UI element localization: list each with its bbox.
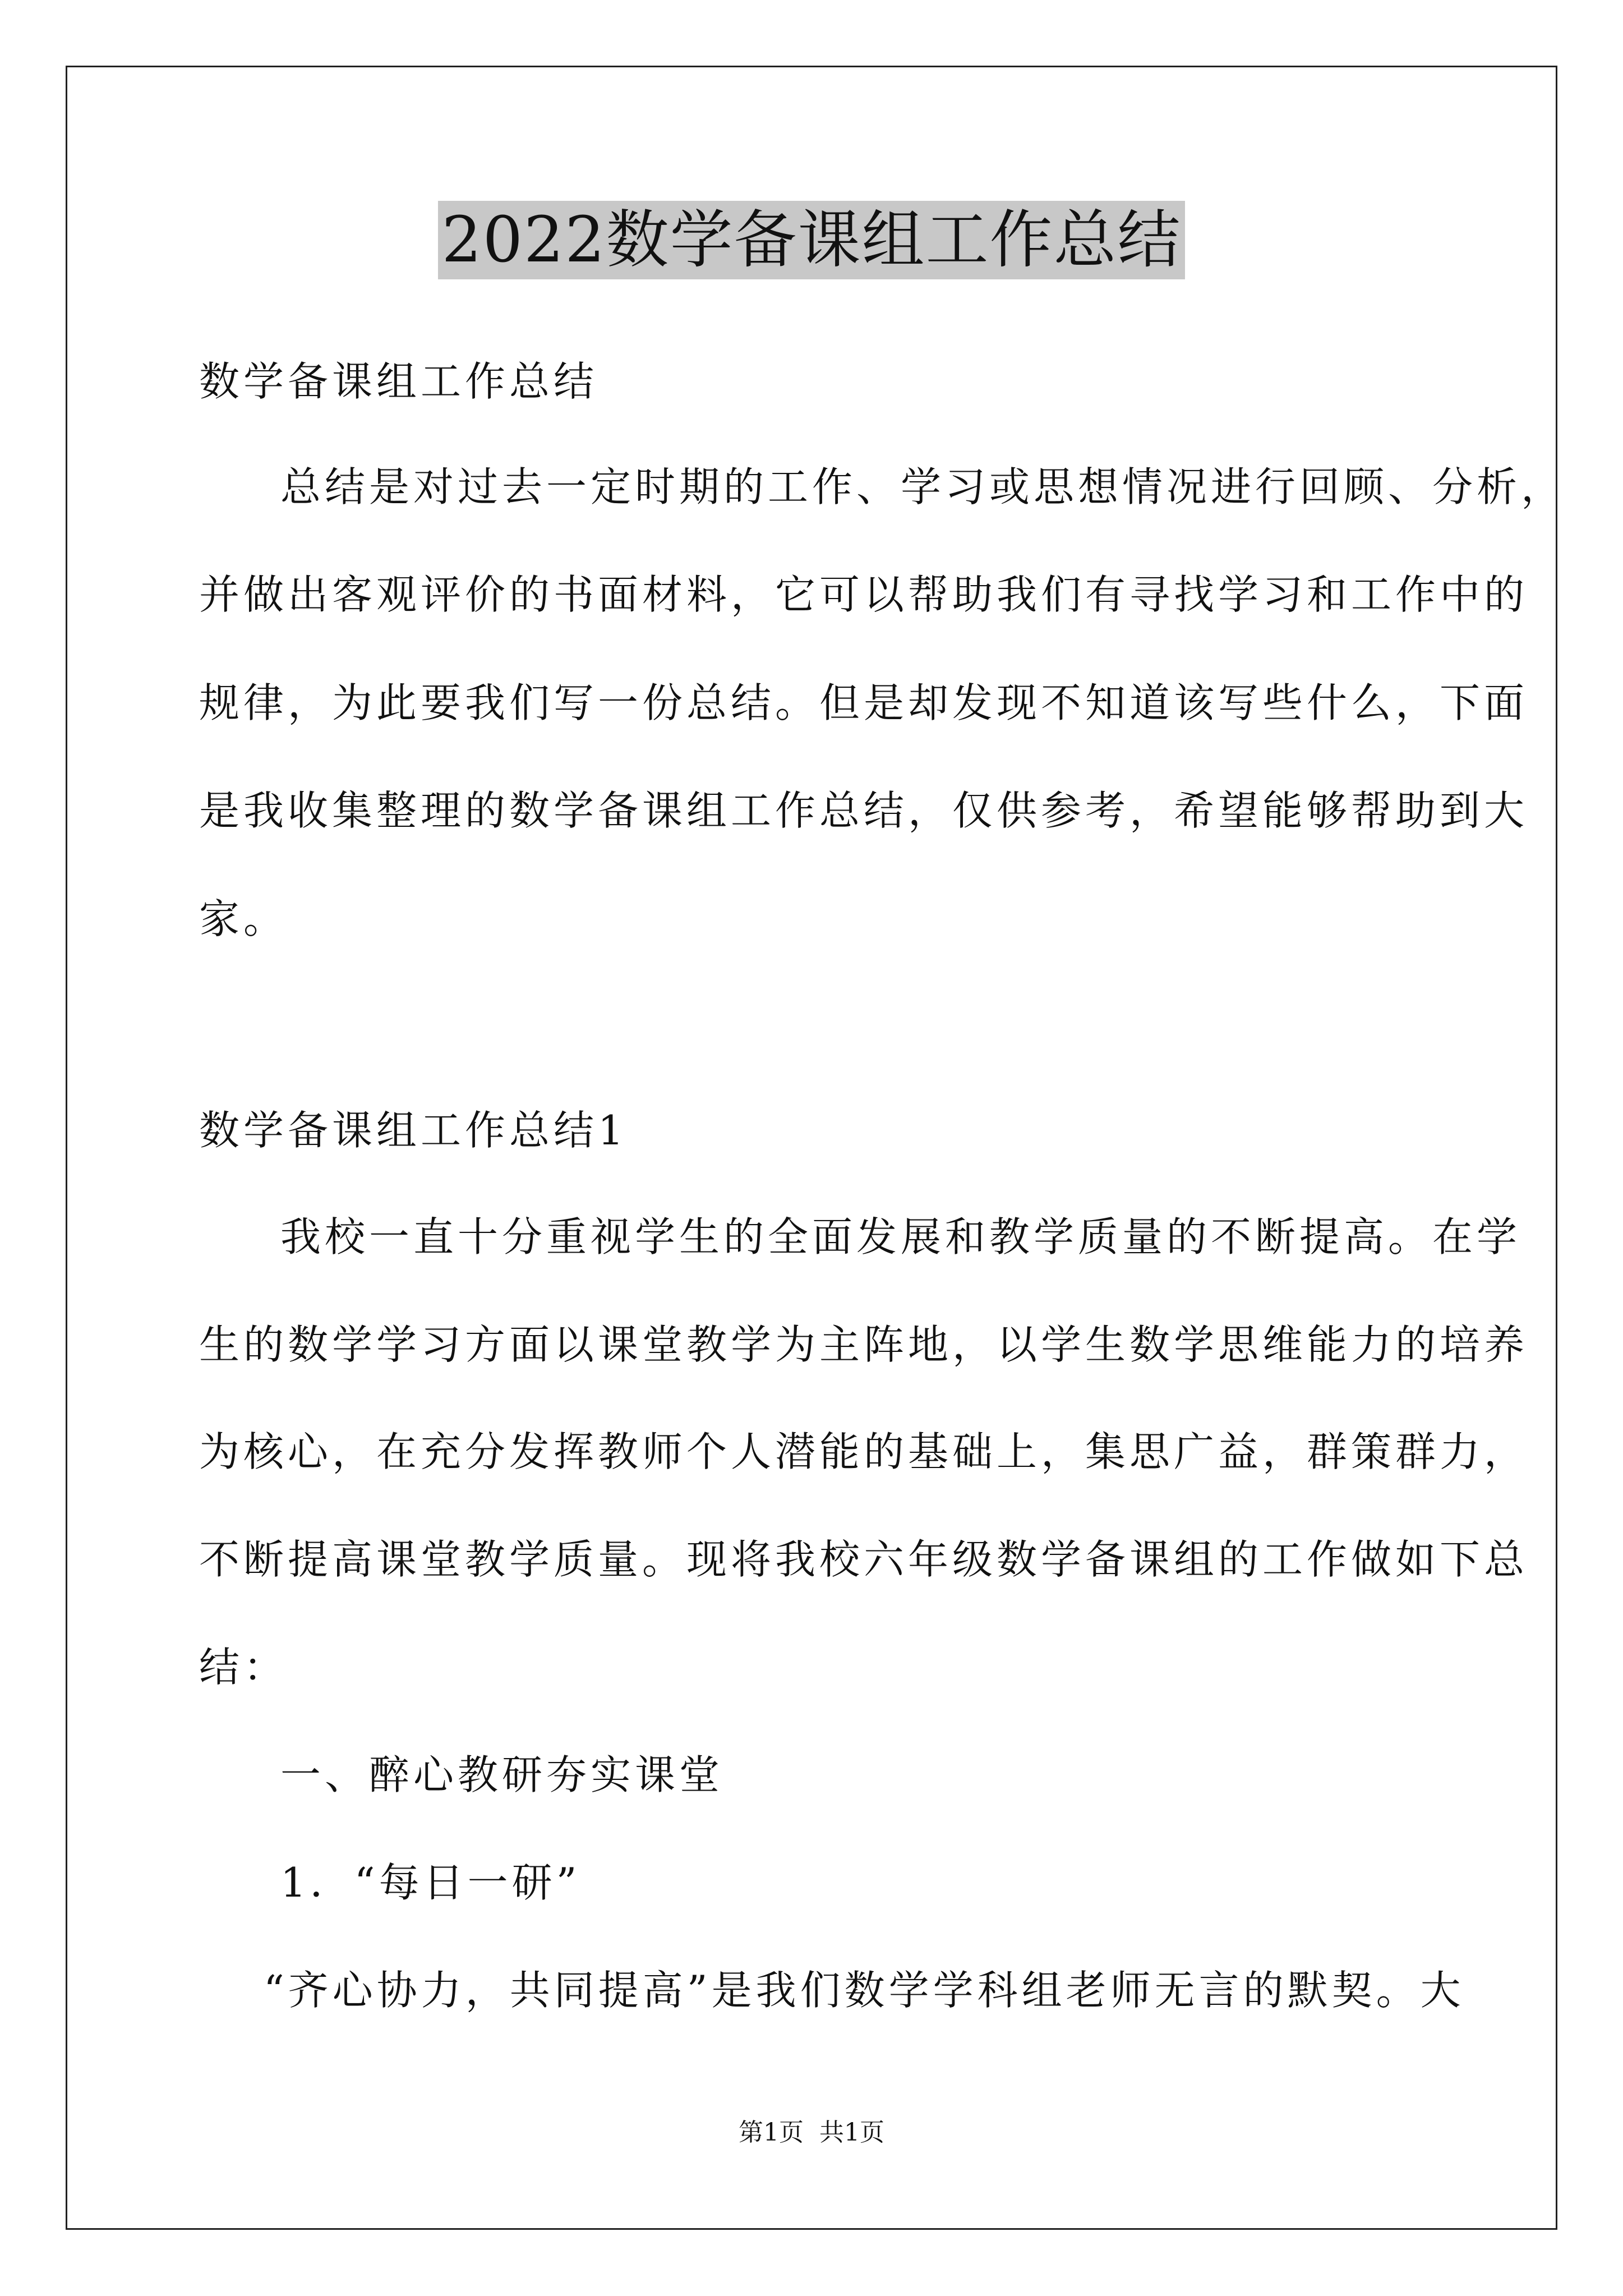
paragraph-line: 生的数学学习方面以课堂教学为主阵地，以学生数学思维能力的培养 (199, 1321, 1529, 1368)
document-title: 2022数学备课组工作总结 (438, 201, 1184, 279)
paragraph-line: 结： (199, 1644, 288, 1691)
paragraph-line: 总结是对过去一定时期的工作、学习或思想情况进行回顾、分析， (280, 463, 1566, 510)
paragraph-line: 我校一直十分重视学生的全面发展和教学质量的不断提高。在学 (280, 1213, 1521, 1260)
section-heading: 数学备课组工作总结 (199, 358, 598, 405)
subheading: 一、醉心教研夯实课堂 (280, 1751, 724, 1798)
paragraph-line: 规律，为此要我们写一份总结。但是却发现不知道该写些什么，下面 (199, 679, 1529, 726)
paragraph-line: 家。 (199, 895, 288, 942)
title-container (0, 201, 1623, 279)
page-footer: 第1页 共1页 (739, 2118, 884, 2147)
paragraph-line: 是我收集整理的数学备课组工作总结，仅供参考，希望能够帮助到大 (199, 787, 1529, 834)
paragraph-line: 为核心，在充分发挥教师个人潜能的基础上，集思广益，群策群力， (199, 1428, 1529, 1475)
paragraph-line: “齐心协力，共同提高”是我们数学学科组老师无言的默契。大 (264, 1967, 1465, 2014)
subheading: 1．“每日一研” (280, 1859, 581, 1906)
paragraph-line: 并做出客观评价的书面材料，它可以帮助我们有寻找学习和工作中的 (199, 571, 1529, 618)
section-heading: 数学备课组工作总结1 (199, 1107, 628, 1154)
paragraph-line: 不断提高课堂教学质量。现将我校六年级数学备课组的工作做如下总 (199, 1536, 1529, 1583)
